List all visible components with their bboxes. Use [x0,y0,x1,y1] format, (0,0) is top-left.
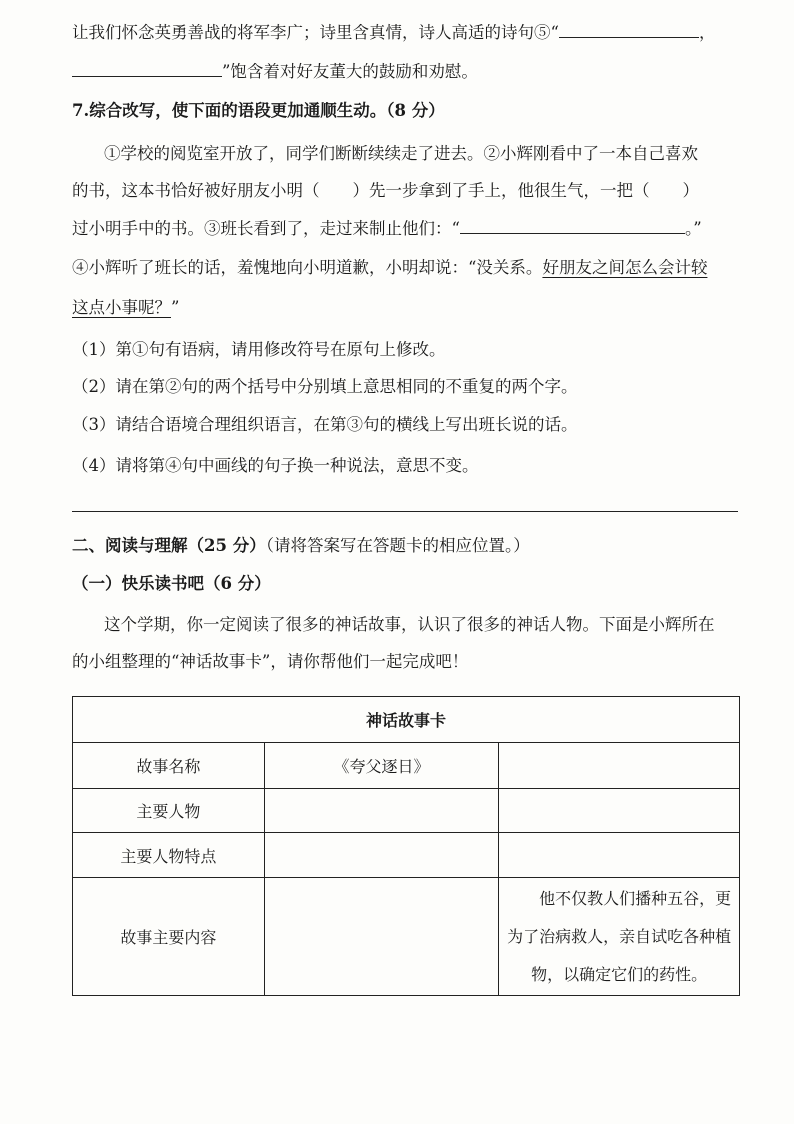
q7-paragraph-line-3-text: 过小明手中的书。③班长看到了，走过来制止他们：“ [72,219,460,238]
story-name-cell-1: 《夸父逐日》 [264,743,499,789]
row-label: 故事主要内容 [73,878,265,996]
traits-cell-1[interactable] [264,833,499,878]
intro-line-2: 的小组整理的“神话故事卡”，请你帮他们一起完成吧！ [72,652,469,671]
q7-paragraph-line-3 [72,218,702,240]
section2-title-note: （请将答案写在答题卡的相应位置。） [265,536,530,555]
underlined-sentence-part-2: 这点小事呢？ [72,298,171,317]
q7-paragraph-line-5 [72,297,179,319]
q6-line-2 [72,61,478,83]
card-row-main-character [73,789,740,833]
monitor-speech-blank[interactable] [460,218,685,234]
row-label: 主要人物 [73,789,265,833]
q6-line-1-tail: ， [698,23,716,42]
q7-paragraph-line-2: 的书，这本书恰好被好朋友小明（ ）先一步拿到了手上，他很生气，一把（ ） [72,181,699,200]
q6-line-1 [72,22,715,44]
card-row-story-name [73,743,740,789]
main-character-cell-1[interactable] [264,789,499,833]
q7-sub-1: （1）第①句有语病，请用修改符号在原句上修改。 [72,340,446,359]
card-row-character-traits [73,833,740,878]
card-row-main-content [73,878,740,996]
row-label: 主要人物特点 [73,833,265,878]
q7-sub-3: （3）请结合语境合理组织语言，在第③句的横线上写出班长说的话。 [72,415,578,434]
section2-title-bold: 二、阅读与理解（25 分） [72,536,266,555]
q7-paragraph-line-3-tail: 。” [684,219,702,238]
traits-cell-2[interactable] [499,833,740,878]
q6-line-2-text: ”饱含着对好友董大的鼓励和劝慰。 [222,62,478,81]
q7-title: 7.综合改写，使下面的语段更加通顺生动。（8 分） [72,101,445,120]
q6-line-1-text: 让我们怀念英勇善战的将军李广；诗里含真情，诗人高适的诗句⑤“ [72,23,559,42]
q7-sub-4: （4）请将第④句中画线的句子换一种说法，意思不变。 [72,456,479,475]
poem-answer-blank-1[interactable] [559,22,699,38]
intro-line-1: 这个学期，你一定阅读了很多的神话故事，认识了很多的神话人物。下面是小辉所在 [104,615,715,634]
underlined-sentence-part-1: 好朋友之间怎么会计较 [542,258,708,277]
story-name-cell-2[interactable] [499,743,740,789]
section-divider [72,511,738,512]
row-label: 故事名称 [73,743,265,789]
q7-paragraph-line-1: ①学校的阅览室开放了，同学们断断续续走了进去。②小辉刚看中了一本自己喜欢 [104,144,698,163]
content-cell-2: 他不仅教人们播种五谷，更为了治病救人，亲自试吃各种植物，以确定它们的药性。 [499,878,740,996]
main-character-cell-2[interactable] [499,789,740,833]
q7-paragraph-line-5-tail: ” [171,298,180,317]
card-title: 神话故事卡 [73,697,740,743]
poem-answer-blank-2[interactable] [72,61,222,77]
section2-title [72,535,530,557]
myth-story-card [72,696,740,996]
q7-paragraph-line-4-text: ④小辉听了班长的话，羞愧地向小明道歉，小明却说：“没关系。 [72,258,543,277]
q7-sub-2: （2）请在第②句的两个括号中分别填上意思相同的不重复的两个字。 [72,377,578,396]
content-cell-1[interactable] [264,878,499,996]
q7-paragraph-line-4 [72,257,707,279]
part1-title: （一）快乐读书吧（6 分） [72,574,271,593]
